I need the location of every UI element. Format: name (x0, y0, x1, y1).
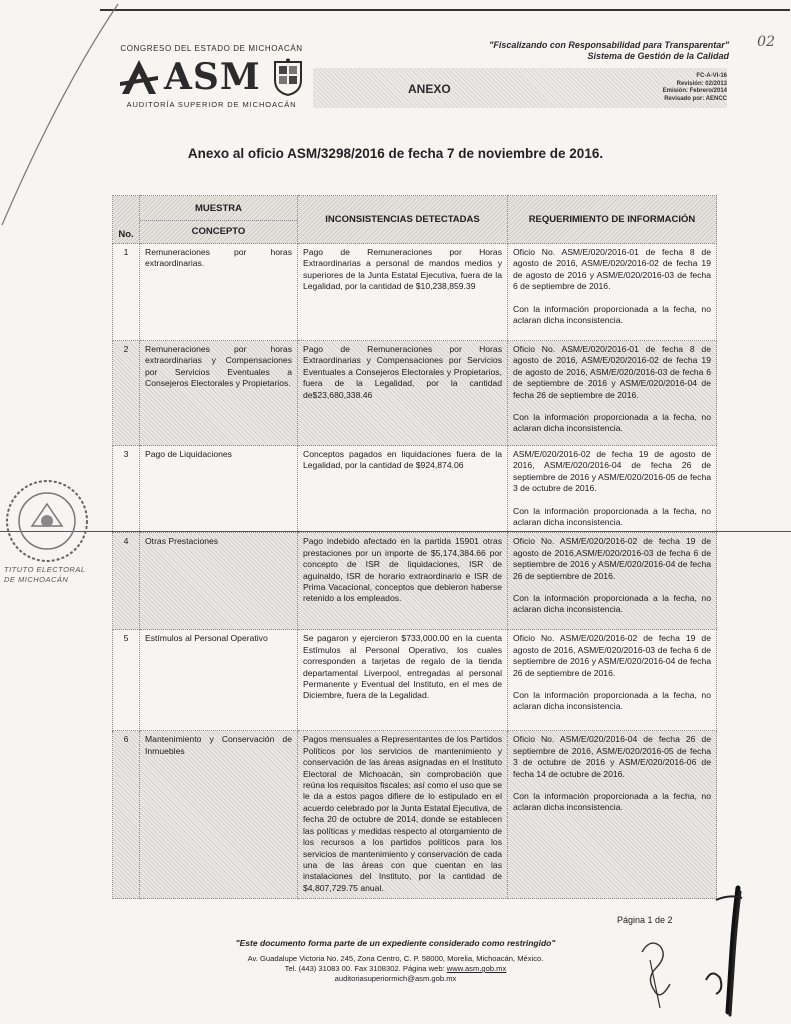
row-number: 5 (123, 633, 129, 644)
row-requerimiento (508, 630, 716, 716)
row-inconsistencia: Pago indebido afectado en la partida 15901 otras prestaciones por un importe de $5,174,384.66 por concepto de ISR de liquidaciones, ISR de aguinaldo, ISR de horario extraordinario e ISR de Prima Vacacional, conceptos que debieron haberse retenido a los empleados. (303, 536, 502, 604)
row-respuesta: Con la información proporcionada a la fecha, no aclaran dicha inconsistencia. (513, 791, 711, 813)
meta-emision: Emisión: Febrero/2014 (662, 88, 727, 94)
row-number: 2 (123, 344, 129, 354)
top-edge-line (100, 9, 790, 11)
row-inconsistencia: Conceptos pagados en liquidaciones fuera de la Legalidad, por la cantidad de $924,874.06 (303, 449, 502, 471)
logo-text: ASM (164, 56, 261, 98)
row-concepto: Otras Prestaciones (145, 536, 219, 547)
row-number: 3 (123, 449, 129, 459)
row-number: 6 (123, 734, 129, 745)
row-concepto: Mantenimiento y Conservación de Inmuebles (145, 734, 292, 756)
page-number: Página 1 de 2 (617, 915, 673, 925)
row-inconsistencia: Pago de Remuneraciones por Horas Extraordinarias y Compensaciones por Servicios Eventuales a Consejeros Electorales y Propietarios, fuera de la Legalidad, por la cantidad de$23,680,338.46 (303, 344, 502, 400)
page-fold-curve (0, 0, 120, 230)
meta-code: FC-A-VI-16 (696, 73, 727, 79)
header-muestra: MUESTRA (140, 198, 297, 221)
row-oficio: ASM/E/020/2016-02 de fecha 19 de agosto de 2016, ASM/E/020/2016-04 de fecha 26 de septiembre de 2016 y ASM/E/020/2016-05 de fecha 3 de octubre de 2016. (513, 449, 711, 494)
inconsistencies-table (112, 195, 717, 899)
website-link[interactable]: www.asm.gob.mx (446, 964, 507, 973)
row-requerimiento (508, 341, 716, 439)
table-row (113, 731, 717, 899)
row-inconsistencia: Pagos mensuales a Representantes de los Partidos Políticos por los servicios de mantenimiento y conservación de las áreas asignadas en el Instituto Electoral de Michoacán, sin comprobación que reúna los requisitos fiscales; así como el uso que se le da a estos pagos difiere de lo estipulado en el acuerdo celebrado por la Junta Estatal Ejecutiva, de fecha 20 de octubre de 2014, donde se establecen las políticas y medidas respecto al otorgamiento de los recursos a los partidos políticos para los servicios de mantenimiento y conservación de cada una de las áreas con que cuentan en las instalaciones del Instituto, por la cantidad de $4,807,729.75 anual. (303, 734, 502, 893)
table-row (113, 630, 717, 731)
restricted-note: "Este documento forma parte de un expediente considerado como restringido" (235, 938, 556, 948)
row-respuesta: Con la información proporcionada a la fecha, no aclaran dicha inconsistencia. (513, 505, 711, 528)
congress-name: CONGRESO DEL ESTADO DE MICHOACÁN (120, 44, 303, 53)
auditoria-name: AUDITORÍA SUPERIOR DE MICHOACÁN (126, 100, 297, 109)
meta-revisado: Revisado por: AENCC (664, 95, 727, 102)
stamp-text (4, 565, 86, 585)
row-respuesta: Con la información proporcionada a la fecha, no aclaran dicha inconsistencia. (513, 593, 711, 615)
row-respuesta: Con la información proporcionada a la fecha, no aclaran dicha inconsistencia. (513, 690, 711, 712)
row-number: 1 (123, 247, 129, 257)
handwritten-page-number: 02 (757, 34, 775, 50)
row-requerimiento (508, 533, 716, 619)
row-oficio: Oficio No. ASM/E/020/2016-01 de fecha 8 de agosto de 2016, ASM/E/020/2016-02 de fecha 19 de agosto de 2016 y ASM/E/020/2016-03 de fecha 6 de septiembre de 2016. (513, 247, 711, 292)
email-line: auditoriasuperiormich@asm.gob.mx (334, 974, 457, 983)
slogan-line-1: "Fiscalizando con Responsabilidad para Transparentar" (489, 40, 729, 50)
row-respuesta: Con la información proporcionada a la fecha, no aclaran dicha inconsistencia. (513, 412, 711, 434)
asm-logo (114, 56, 309, 98)
stamp-line-1: TITUTO ELECTORAL (4, 565, 86, 574)
document-meta (663, 73, 727, 103)
asm-a-icon (118, 58, 160, 96)
table-row (113, 533, 717, 630)
header-muestra-concepto (140, 196, 298, 244)
phone-text: Tel. (443) 31083 00. Fax 3108302. Página web: (284, 964, 447, 973)
header-logo-block (114, 44, 309, 109)
table-header-row (113, 196, 717, 244)
row-oficio: Oficio No. ASM/E/020/2016-02 de fecha 19 de agosto de 2016,ASM/E/020/2016-03 de fecha 6 de septiembre de 2016 y ASM/E/020/2016-04 de fecha 26 de septiembre de 2016. (513, 536, 711, 581)
table-row (113, 446, 717, 533)
row-number: 4 (123, 536, 129, 547)
scan-overlap-line (0, 531, 791, 532)
row-oficio: Oficio No. ASM/E/020/2016-01 de fecha 8 de agosto de 2016, ASM/E/020/2016-02 de fecha 19 de agosto de 2016, ASM/E/020/2016-03 de fecha 6 de septiembre de 2016 y ASM/E/020/2016-04 de fecha 26 de septiembre de 2016. (513, 344, 711, 400)
anexo-label: ANEXO (408, 82, 451, 96)
handwritten-signature (620, 880, 790, 1020)
header-concepto: CONCEPTO (191, 225, 246, 237)
row-inconsistencia: Se pagaron y ejercieron $733,000.00 en la cuenta Estímulos al Personal Operativo, los cuales corresponden a tarjetas de regalo de la tienda departamental Liverpool, entregadas al personal Permanente y Eventual del Instituto, en el mes de Diciembre, fuera de la Legalidad. (303, 633, 502, 701)
row-requerimiento (508, 244, 716, 330)
row-concepto: Remuneraciones por horas extraordinarias y Compensaciones por Servicios Eventuales a Consejeros Electorales y Propietarios. (145, 344, 292, 389)
row-concepto: Estímulos al Personal Operativo (145, 633, 268, 644)
address-line: Av. Guadalupe Victoria No. 245, Zona Centro, C. P. 58000, Morelia, Michoacán, México. (247, 954, 544, 963)
row-oficio: Oficio No. ASM/E/020/2016-02 de fecha 19 de agosto de 2016, ASM/E/020/2016-03 de fecha 6 de septiembre de 2016 y ASM/E/020/2016-04 de fecha 26 de septiembre de 2016. (513, 633, 711, 678)
state-seal-icon (272, 58, 304, 96)
row-oficio: Oficio No. ASM/E/020/2016-04 de fecha 26 de septiembre de 2016, ASM/E/020/2016-05 de fecha 3 de octubre de 2016 y ASM/E/020/2016-06 de fecha 14 de octubre de 2016. (513, 734, 711, 779)
stamp-line-2: DE MICHOACÁN (4, 575, 69, 584)
header-no: No. (113, 196, 140, 244)
slogan-line-2: Sistema de Gestión de la Calidad (587, 51, 729, 61)
row-concepto: Pago de Liquidaciones (145, 449, 232, 459)
row-inconsistencia: Pago de Remuneraciones por Horas Extraordinarias a personal de mandos medios y superiores de la Junta Estatal Ejecutiva, fuera de la Legalidad, por la cantidad de $10,238,859.39 (303, 247, 502, 292)
meta-revision: Revisión: 02/2013 (676, 80, 727, 87)
table-row (113, 244, 717, 341)
document-title: Anexo al oficio ASM/3298/2016 de fecha 7 de noviembre de 2016. (187, 146, 604, 161)
row-concepto: Remuneraciones por horas extraordinarias. (145, 247, 292, 269)
header-inconsistencias: INCONSISTENCIAS DETECTADAS (298, 196, 508, 244)
row-requerimiento (508, 446, 716, 532)
table-row (113, 341, 717, 446)
row-requerimiento (508, 731, 716, 817)
row-respuesta: Con la información proporcionada a la fecha, no aclaran dicha inconsistencia. (513, 303, 711, 326)
slogan (489, 40, 729, 62)
header-requerimiento: REQUERIMIENTO DE INFORMACIÓN (508, 196, 717, 244)
